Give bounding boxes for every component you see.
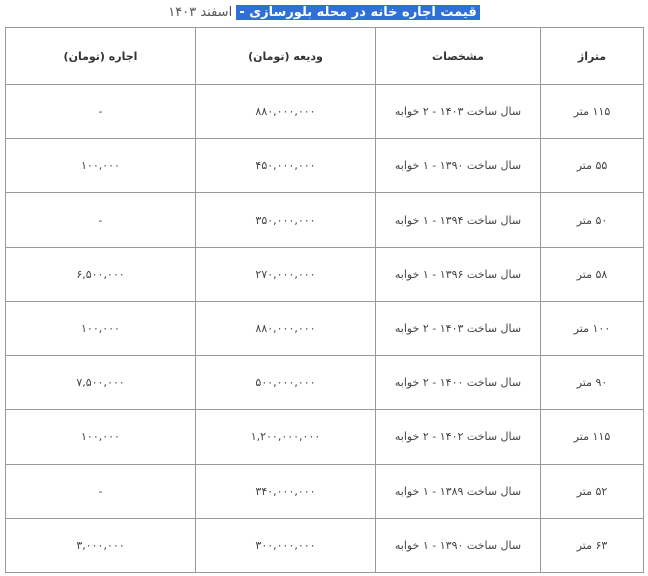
cell-specs: سال ساخت ۱۳۹۰ - ۱ خوابه [376,139,541,193]
cell-deposit: ۴۵۰,۰۰۰,۰۰۰ [196,139,376,193]
header-rent: اجاره (تومان) [6,28,196,85]
header-specs: مشخصات [376,28,541,85]
cell-specs: سال ساخت ۱۴۰۳ - ۲ خوابه [376,85,541,139]
cell-rent: ۳,۰۰۰,۰۰۰ [6,518,196,572]
page-title [0,3,648,22]
cell-area: ۹۰ متر [541,356,644,410]
cell-area: ۵۰ متر [541,193,644,247]
cell-specs: سال ساخت ۱۴۰۰ - ۲ خوابه [376,356,541,410]
table-row [6,193,644,247]
header-deposit: ودیعه (تومان) [196,28,376,85]
table-row [6,410,644,464]
cell-deposit: ۳۴۰,۰۰۰,۰۰۰ [196,464,376,518]
cell-area: ۵۲ متر [541,464,644,518]
cell-area: ۱۰۰ متر [541,301,644,355]
cell-specs: سال ساخت ۱۳۹۶ - ۱ خوابه [376,247,541,301]
cell-rent: ۱۰۰,۰۰۰ [6,139,196,193]
page-title-date: اسفند ۱۴۰۳ [168,5,233,20]
cell-deposit: ۳۵۰,۰۰۰,۰۰۰ [196,193,376,247]
cell-rent: - [6,85,196,139]
cell-rent: ۷,۵۰۰,۰۰۰ [6,356,196,410]
page-title-highlight: قیمت اجاره خانه در محله بلورسازی - [236,5,479,20]
cell-deposit: ۲۷۰,۰۰۰,۰۰۰ [196,247,376,301]
cell-specs: سال ساخت ۱۳۹۰ - ۱ خوابه [376,518,541,572]
cell-rent: ۱۰۰,۰۰۰ [6,301,196,355]
table-header-row [6,28,644,85]
cell-rent: ۱۰۰,۰۰۰ [6,410,196,464]
cell-specs: سال ساخت ۱۴۰۲ - ۲ خوابه [376,410,541,464]
cell-specs: سال ساخت ۱۳۸۹ - ۱ خوابه [376,464,541,518]
cell-area: ۶۳ متر [541,518,644,572]
cell-area: ۵۸ متر [541,247,644,301]
rent-price-table [5,27,644,573]
table-row [6,464,644,518]
table-row [6,139,644,193]
cell-specs: سال ساخت ۱۴۰۳ - ۲ خوابه [376,301,541,355]
cell-deposit: ۵۰۰,۰۰۰,۰۰۰ [196,356,376,410]
cell-rent: ۶,۵۰۰,۰۰۰ [6,247,196,301]
cell-area: ۵۵ متر [541,139,644,193]
cell-area: ۱۱۵ متر [541,410,644,464]
cell-area: ۱۱۵ متر [541,85,644,139]
cell-rent: - [6,464,196,518]
table-row [6,85,644,139]
table-row [6,518,644,572]
cell-deposit: ۱,۲۰۰,۰۰۰,۰۰۰ [196,410,376,464]
cell-deposit: ۸۸۰,۰۰۰,۰۰۰ [196,301,376,355]
cell-deposit: ۳۰۰,۰۰۰,۰۰۰ [196,518,376,572]
cell-specs: سال ساخت ۱۳۹۴ - ۱ خوابه [376,193,541,247]
table-row [6,301,644,355]
header-area: متراژ [541,28,644,85]
table-row [6,356,644,410]
cell-deposit: ۸۸۰,۰۰۰,۰۰۰ [196,85,376,139]
table-row [6,247,644,301]
cell-rent: - [6,193,196,247]
